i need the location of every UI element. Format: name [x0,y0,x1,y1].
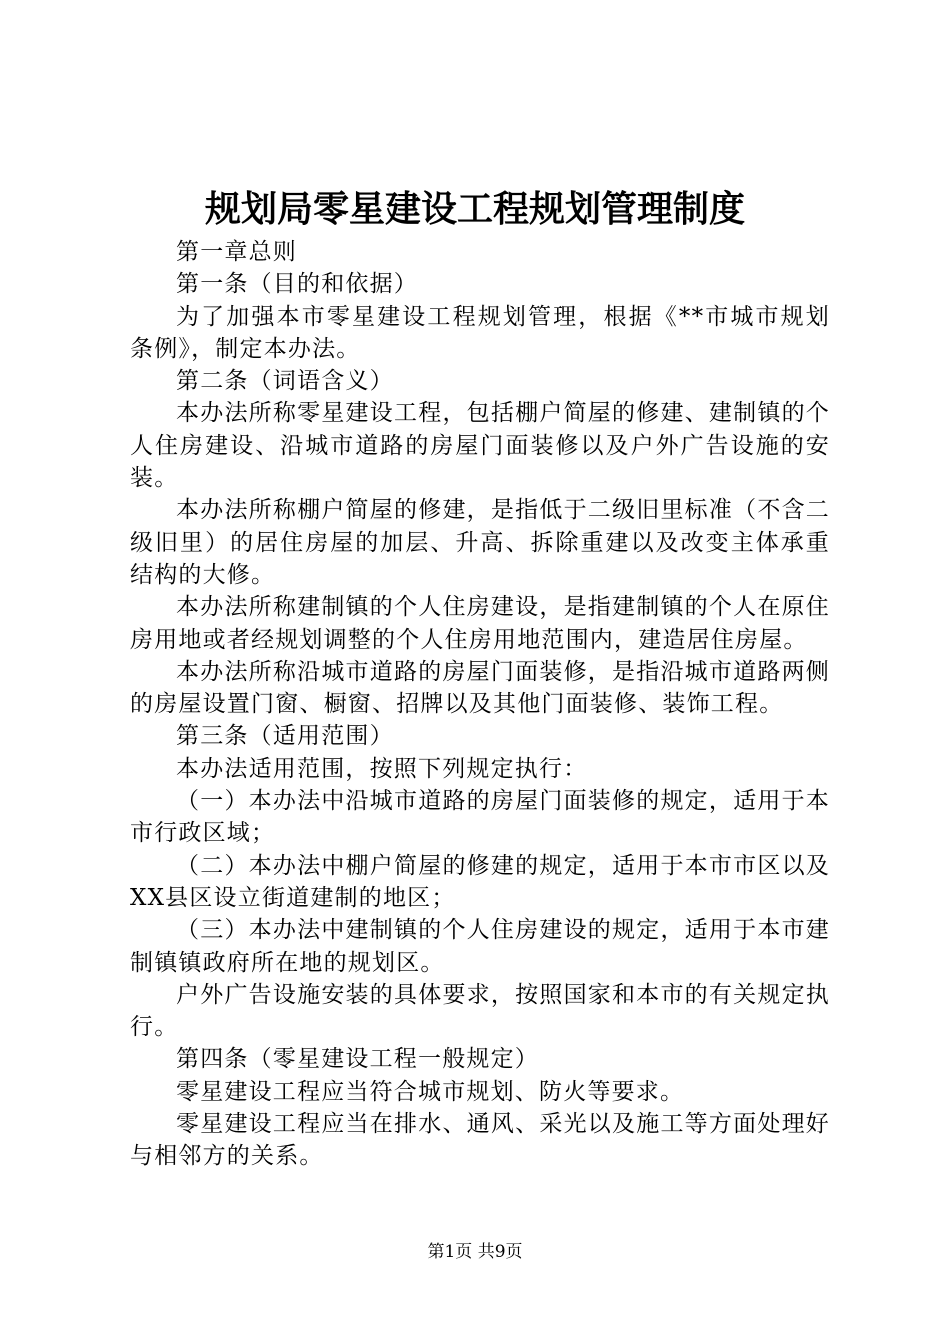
paragraph: 本办法适用范围，按照下列规定执行： [176,755,588,782]
paragraph: 零星建设工程应当符合城市规划、防火等要求。 [176,1078,685,1105]
article-heading: 第四条（零星建设工程一般规定） [176,1046,539,1073]
paragraph: 为了加强本市零星建设工程规划管理，根据《**市城市规划条例》，制定本办法。 [130,303,830,362]
paragraph: 户外广告设施安装的具体要求，按照国家和本市的有关规定执行。 [130,981,830,1041]
article-heading: 第一条（目的和依据） [176,271,418,298]
paragraph: 本办法所称建制镇的个人住房建设，是指建制镇的个人在原住房用地或者经规划调整的个人住房用地范围内，建造居住房屋。 [130,594,830,653]
list-item: （二）本办法中棚户简屋的修建的规定，适用于本市市区以及XX县区设立街道建制的地区； [130,852,830,911]
document-title: 规划局零星建设工程规划管理制度 [204,188,745,230]
list-item: （一）本办法中沿城市道路的房屋门面装修的规定，适用于本市行政区域； [130,788,830,847]
article-heading: 第二条（词语含义） [176,368,394,395]
document-body [130,236,830,1173]
chapter-heading: 第一章总则 [176,239,297,265]
paragraph: 本办法所称零星建设工程，包括棚户简屋的修建、建制镇的个人住房建设、沿城市道路的房屋门面装修以及户外广告设施的安装。 [130,400,830,492]
article-heading: 第三条（适用范围） [176,723,394,750]
paragraph: 零星建设工程应当在排水、通风、采光以及施工等方面处理好与相邻方的关系。 [130,1111,830,1170]
paragraph: 本办法所称沿城市道路的房屋门面装修，是指沿城市道路两侧的房屋设置门窗、橱窗、招牌以及其他门面装修、装饰工程。 [130,658,830,718]
page-number-footer: 第1页 共9页 [427,1242,523,1262]
paragraph: 本办法所称棚户简屋的修建，是指低于二级旧里标准（不含二级旧里）的居住房屋的加层、升高、拆除重建以及改变主体承重结构的大修。 [130,497,830,588]
list-item: （三）本办法中建制镇的个人住房建设的规定，适用于本市建制镇镇政府所在地的规划区。 [130,917,830,976]
